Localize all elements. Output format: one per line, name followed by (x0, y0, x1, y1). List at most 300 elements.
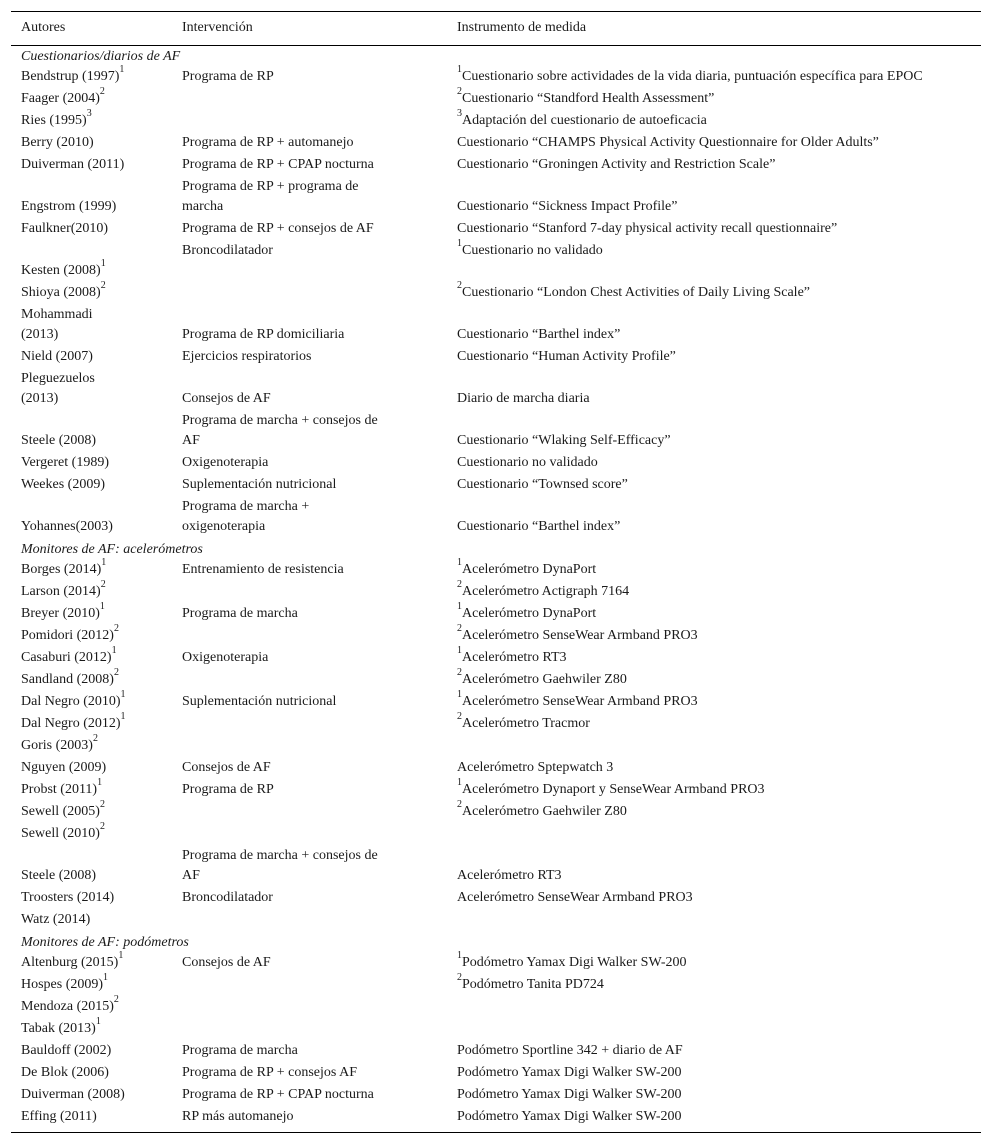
table-row (11, 888, 981, 910)
table-row (11, 305, 981, 347)
instrument-cell (447, 1019, 981, 1041)
section-title: Cuestionarios/diarios de AF (21, 49, 181, 64)
intervention-cell (172, 1041, 447, 1063)
table-row (11, 692, 981, 714)
instrument-line-text: Cuestionario “Wlaking Self-Efficacy” (457, 433, 671, 448)
author-cell (11, 733, 172, 758)
author-line (21, 431, 172, 451)
instrument-cell (447, 950, 981, 975)
author-cell (11, 950, 172, 975)
instrument-line-text: Acelerómetro Dynaport y SenseWear Armband PRO3 (462, 782, 765, 797)
instrument-line-text: Acelerómetro Gaehwiler Z80 (462, 672, 627, 687)
instrument-line (457, 431, 981, 451)
intervention-cell (172, 475, 447, 497)
intervention-line: Programa de RP + CPAP nocturna (182, 1087, 374, 1102)
intervention-cell (172, 604, 447, 626)
intervention-line: Programa de marcha (182, 606, 298, 621)
intervention-cell (172, 692, 447, 714)
author-cell (11, 846, 172, 888)
author-name: Goris (2003) (21, 738, 93, 753)
author-cell (11, 347, 172, 369)
intervention-cell (172, 780, 447, 802)
intervention-cell (172, 283, 447, 305)
table-row (11, 89, 981, 111)
intervention-line: Programa de RP + CPAP nocturna (182, 157, 374, 172)
intervention-cell (172, 953, 447, 975)
intervention-line: Programa de RP (182, 69, 274, 84)
instrument-cell (447, 64, 981, 89)
instrument-line (457, 1107, 981, 1127)
author-line (21, 1041, 172, 1061)
instrument-line (457, 197, 981, 217)
table-row (11, 241, 981, 283)
instrument-line (457, 219, 981, 239)
instrument-line-text: Diario de marcha diaria (457, 391, 590, 406)
intervention-line: AF (182, 868, 200, 883)
section-heading-row (11, 539, 981, 560)
author-name: Pleguezuelos (21, 371, 95, 386)
author-name: Sewell (2010) (21, 826, 100, 841)
author-cell (11, 1063, 172, 1085)
author-name: Troosters (2014) (21, 890, 115, 905)
author-name: Larson (2014) (21, 584, 101, 599)
instrument-cell (447, 824, 981, 846)
instrument-line-text: Acelerómetro Sptepwatch 3 (457, 760, 614, 775)
author-line (21, 777, 172, 800)
table-row (11, 369, 981, 411)
instrument-line-text: Podómetro Tanita PD724 (462, 977, 604, 992)
author-name: (2013) (21, 327, 59, 342)
table-row (11, 453, 981, 475)
author-line (21, 799, 172, 822)
table-row (11, 975, 981, 997)
footnote-marker: 1 (457, 601, 462, 613)
author-name: Altenburg (2015) (21, 955, 119, 970)
table-row (11, 582, 981, 604)
table-row (11, 604, 981, 626)
author-cell (11, 475, 172, 497)
author-cell (11, 453, 172, 475)
footnote-marker: 2 (99, 799, 105, 811)
author-line (21, 557, 172, 580)
instrument-line (457, 557, 981, 580)
intervention-cell (172, 67, 447, 89)
instrument-cell (447, 369, 981, 411)
instrument-line-text: Podómetro Yamax Digi Walker SW-200 (457, 1109, 682, 1124)
intervention-cell (172, 305, 447, 347)
table-row (11, 846, 981, 888)
instrument-line (457, 238, 981, 261)
instrument-line-text: Adaptación del cuestionario de autoeficacia (462, 113, 707, 128)
intervention-line: Programa de marcha + consejos de (182, 413, 378, 428)
section-heading-row (11, 932, 981, 953)
author-line (21, 219, 172, 239)
author-line (21, 821, 172, 844)
intervention-line: Consejos de AF (182, 760, 271, 775)
intervention-cell (172, 910, 447, 932)
author-name: Berry (2010) (21, 135, 94, 150)
instrument-cell (447, 453, 981, 475)
instrument-line-text: Cuestionario “Groningen Activity and Restriction Scale” (457, 157, 776, 172)
footnote-marker: 2 (457, 623, 462, 635)
instrument-line-text: Podómetro Yamax Digi Walker SW-200 (462, 955, 687, 970)
footnote-marker: 2 (113, 623, 119, 635)
section-heading-row (11, 46, 981, 68)
author-name: Shioya (2008) (21, 285, 101, 300)
author-cell (11, 1041, 172, 1063)
author-name: Faulkner(2010) (21, 221, 109, 236)
author-line (21, 241, 172, 261)
instrument-line-text: Acelerómetro SenseWear Armband PRO3 (457, 890, 693, 905)
instrument-line-text: Cuestionario “Human Activity Profile” (457, 349, 676, 364)
table-row (11, 475, 981, 497)
instrument-cell (447, 623, 981, 648)
footnote-marker: 2 (100, 579, 106, 591)
table-row (11, 648, 981, 670)
author-name: Weekes (2009) (21, 477, 106, 492)
instrument-cell (447, 411, 981, 453)
author-name: Yohannes(2003) (21, 519, 113, 534)
author-name: Mohammadi (21, 307, 93, 322)
author-line (21, 910, 172, 930)
intervention-line: oxigenoterapia (182, 519, 266, 534)
author-cell (11, 497, 172, 539)
author-cell (11, 972, 172, 997)
author-name: Ries (1995) (21, 113, 87, 128)
instrument-line-text: Acelerómetro RT3 (457, 868, 562, 883)
author-cell (11, 369, 172, 411)
author-name: Kesten (2008) (21, 263, 101, 278)
author-cell (11, 645, 172, 670)
author-cell (11, 411, 172, 453)
instrument-cell (447, 133, 981, 155)
author-name: Tabak (2013) (21, 1021, 96, 1036)
table-body (11, 46, 981, 1133)
instrument-cell (447, 155, 981, 177)
instrument-cell (447, 799, 981, 824)
instrument-cell (447, 888, 981, 910)
intervention-cell (172, 582, 447, 604)
intervention-line: Oxigenoterapia (182, 650, 269, 665)
author-cell (11, 219, 172, 241)
footnote-marker: 2 (457, 86, 462, 98)
author-line (21, 347, 172, 367)
instrument-line (457, 950, 981, 973)
instrument-line-text: Cuestionario sobre actividades de la vida diaria, puntuación específica para EPOC (462, 69, 923, 84)
intervention-line: RP más automanejo (182, 1109, 294, 1124)
author-name: Steele (2008) (21, 433, 97, 448)
instrument-line (457, 799, 981, 822)
intervention-line: Programa de RP + consejos de AF (182, 221, 374, 236)
table-row (11, 111, 981, 133)
instrument-line-text: Cuestionario “CHAMPS Physical Activity Questionnaire for Older Adults” (457, 135, 879, 150)
table-row (11, 824, 981, 846)
footnote-marker: 2 (457, 667, 462, 679)
intervention-cell (172, 177, 447, 219)
intervention-cell (172, 1019, 447, 1041)
intervention-line: Programa de marcha + consejos de (182, 848, 378, 863)
intervention-cell (172, 453, 447, 475)
author-cell (11, 689, 172, 714)
intervention-cell (172, 560, 447, 582)
footnote-marker: 2 (100, 280, 106, 292)
author-cell (11, 1016, 172, 1041)
intervention-line: Programa de RP + automanejo (182, 135, 354, 150)
instrument-cell (447, 601, 981, 626)
section-title: Monitores de AF: podómetros (21, 935, 189, 950)
instrument-line-text: Podómetro Yamax Digi Walker SW-200 (457, 1065, 682, 1080)
intervention-line: Programa de RP (182, 782, 274, 797)
author-cell (11, 177, 172, 219)
author-line (21, 623, 172, 646)
author-cell (11, 155, 172, 177)
instrument-cell (447, 347, 981, 369)
table-row (11, 411, 981, 453)
footnote-marker: 1 (457, 64, 462, 76)
instrument-cell (447, 238, 981, 283)
footnote-marker: 1 (457, 689, 462, 701)
intervention-cell (172, 626, 447, 648)
intervention-line: Oxigenoterapia (182, 455, 269, 470)
instrument-line-text: Cuestionario “Sickness Impact Profile” (457, 199, 678, 214)
instrument-cell (447, 1041, 981, 1063)
author-line (21, 579, 172, 602)
author-name: Mendoza (2015) (21, 999, 114, 1014)
author-cell (11, 108, 172, 133)
instrument-cell (447, 305, 981, 347)
intervention-cell (172, 1107, 447, 1133)
intervention-line: Consejos de AF (182, 391, 271, 406)
footnote-marker: 1 (111, 645, 117, 657)
table-row (11, 283, 981, 305)
intervention-cell (172, 1063, 447, 1085)
instrument-line-text: Acelerómetro SenseWear Armband PRO3 (462, 628, 698, 643)
table-row (11, 910, 981, 932)
table-row (11, 177, 981, 219)
author-name: Hospes (2009) (21, 977, 104, 992)
table-row (11, 1063, 981, 1085)
author-cell (11, 667, 172, 692)
author-line (21, 389, 172, 409)
footnote-marker: 1 (95, 1016, 101, 1028)
footnote-marker: 1 (119, 64, 125, 76)
footnote-marker: 1 (100, 258, 106, 270)
instrument-cell (447, 475, 981, 497)
intervention-line: Programa de RP + programa de (182, 179, 359, 194)
author-line (21, 667, 172, 690)
author-line (21, 517, 172, 537)
instrument-line-text: Acelerómetro RT3 (462, 650, 567, 665)
instrument-line-text: Acelerómetro SenseWear Armband PRO3 (462, 694, 698, 709)
author-line (21, 197, 172, 217)
author-cell (11, 711, 172, 736)
intervention-cell (172, 111, 447, 133)
author-cell (11, 280, 172, 305)
author-line (21, 1085, 172, 1105)
table-row (11, 1085, 981, 1107)
instrument-line (457, 155, 981, 175)
author-cell (11, 888, 172, 910)
instrument-line-text: Acelerómetro DynaPort (462, 562, 597, 577)
author-line (21, 994, 172, 1017)
instrument-cell (447, 86, 981, 111)
header-instrumento: Instrumento de medida (457, 20, 587, 35)
instrument-cell (447, 1085, 981, 1107)
intervention-line: Consejos de AF (182, 955, 271, 970)
instrument-line (457, 347, 981, 367)
author-line (21, 133, 172, 153)
table-row (11, 219, 981, 241)
instrument-line (457, 711, 981, 734)
instrument-cell (447, 910, 981, 932)
author-name: Vergeret (1989) (21, 455, 109, 470)
author-name: Sandland (2008) (21, 672, 114, 687)
instrument-line (457, 667, 981, 690)
author-name: Effing (2011) (21, 1109, 97, 1124)
instrument-line (457, 86, 981, 109)
instrument-line-text: Acelerómetro Actigraph 7164 (462, 584, 630, 599)
author-cell (11, 758, 172, 780)
footnote-marker: 1 (101, 557, 107, 569)
intervention-cell (172, 714, 447, 736)
instrument-line (457, 389, 981, 409)
intervention-cell (172, 846, 447, 888)
footnote-marker: 3 (457, 108, 462, 120)
intervention-cell (172, 497, 447, 539)
author-line (21, 1016, 172, 1039)
instrument-cell (447, 777, 981, 802)
author-cell (11, 777, 172, 802)
author-line (21, 453, 172, 473)
footnote-marker: 1 (120, 689, 126, 701)
instrument-cell (447, 177, 981, 219)
author-cell (11, 64, 172, 89)
author-line (21, 689, 172, 712)
author-name: Duiverman (2008) (21, 1087, 125, 1102)
author-cell (11, 601, 172, 626)
instrument-line (457, 280, 981, 303)
intervention-cell (172, 347, 447, 369)
table-row (11, 780, 981, 802)
footnote-marker: 2 (92, 733, 98, 745)
instrument-cell (447, 557, 981, 582)
author-cell (11, 133, 172, 155)
intervention-line: Programa de marcha (182, 1043, 298, 1058)
instrument-line (457, 1085, 981, 1105)
instrument-line (457, 623, 981, 646)
intervention-cell (172, 736, 447, 758)
author-name: Nguyen (2009) (21, 760, 107, 775)
instrument-line-text: Acelerómetro Gaehwiler Z80 (462, 804, 627, 819)
author-line (21, 325, 172, 345)
author-name: Watz (2014) (21, 912, 91, 927)
author-name: Duiverman (2011) (21, 157, 125, 172)
intervention-line: Broncodilatador (182, 243, 273, 258)
instrument-cell (447, 758, 981, 780)
author-name: Casaburi (2012) (21, 650, 112, 665)
intervention-line: Programa de RP + consejos AF (182, 1065, 357, 1080)
author-line (21, 733, 172, 756)
author-cell (11, 1107, 172, 1133)
table-header-row (11, 12, 981, 46)
instrument-line (457, 758, 981, 778)
footnote-marker: 2 (99, 821, 105, 833)
instrument-cell (447, 645, 981, 670)
instrument-cell (447, 219, 981, 241)
instrument-line (457, 108, 981, 131)
intervention-cell (172, 758, 447, 780)
author-line (21, 475, 172, 495)
footnote-marker: 1 (457, 238, 462, 250)
intervention-cell (172, 997, 447, 1019)
author-cell (11, 305, 172, 347)
author-line (21, 108, 172, 131)
author-name: Engstrom (1999) (21, 199, 117, 214)
author-name: Nield (2007) (21, 349, 93, 364)
instrument-line (457, 517, 981, 537)
instrument-cell (447, 579, 981, 604)
table-row (11, 1019, 981, 1041)
table-row (11, 670, 981, 692)
author-line (21, 258, 172, 281)
intervention-cell (172, 155, 447, 177)
author-cell (11, 241, 172, 283)
footnote-marker: 2 (457, 280, 462, 292)
instrument-cell (447, 108, 981, 133)
author-cell (11, 1085, 172, 1107)
author-name: Dal Negro (2010) (21, 694, 121, 709)
author-cell (11, 579, 172, 604)
instrument-cell (447, 846, 981, 888)
table-row (11, 1041, 981, 1063)
table-row (11, 497, 981, 539)
intervention-cell (172, 369, 447, 411)
author-name: Dal Negro (2012) (21, 716, 121, 731)
intervention-cell (172, 888, 447, 910)
intervention-cell (172, 133, 447, 155)
intervention-line: Entrenamiento de resistencia (182, 562, 344, 577)
intervention-cell (172, 975, 447, 997)
author-line (21, 866, 172, 886)
footnote-marker: 2 (99, 86, 105, 98)
author-line (21, 950, 172, 973)
instrument-cell (447, 997, 981, 1019)
table-row (11, 626, 981, 648)
instrument-line (457, 645, 981, 668)
instrument-line (457, 261, 981, 281)
table-row (11, 953, 981, 975)
table-row (11, 997, 981, 1019)
footnote-marker: 1 (457, 645, 462, 657)
instrument-line (457, 453, 981, 473)
instrument-line (457, 777, 981, 800)
intervention-line: Ejercicios respiratorios (182, 349, 312, 364)
table-row (11, 133, 981, 155)
instrument-line-text: Podómetro Yamax Digi Walker SW-200 (457, 1087, 682, 1102)
footnote-marker: 2 (457, 972, 462, 984)
author-line (21, 155, 172, 175)
instrument-line-text: Cuestionario “Barthel index” (457, 519, 621, 534)
intervention-cell (172, 241, 447, 283)
footnote-marker: 2 (113, 994, 119, 1006)
intervention-line: AF (182, 433, 200, 448)
instrument-line (457, 601, 981, 624)
footnote-marker: 1 (457, 950, 462, 962)
instrument-line-text: Cuestionario “Stanford 7-day physical activity recall questionnaire” (457, 221, 838, 236)
footnote-marker: 1 (99, 601, 105, 613)
intervention-cell (172, 824, 447, 846)
instrument-cell (447, 1063, 981, 1085)
